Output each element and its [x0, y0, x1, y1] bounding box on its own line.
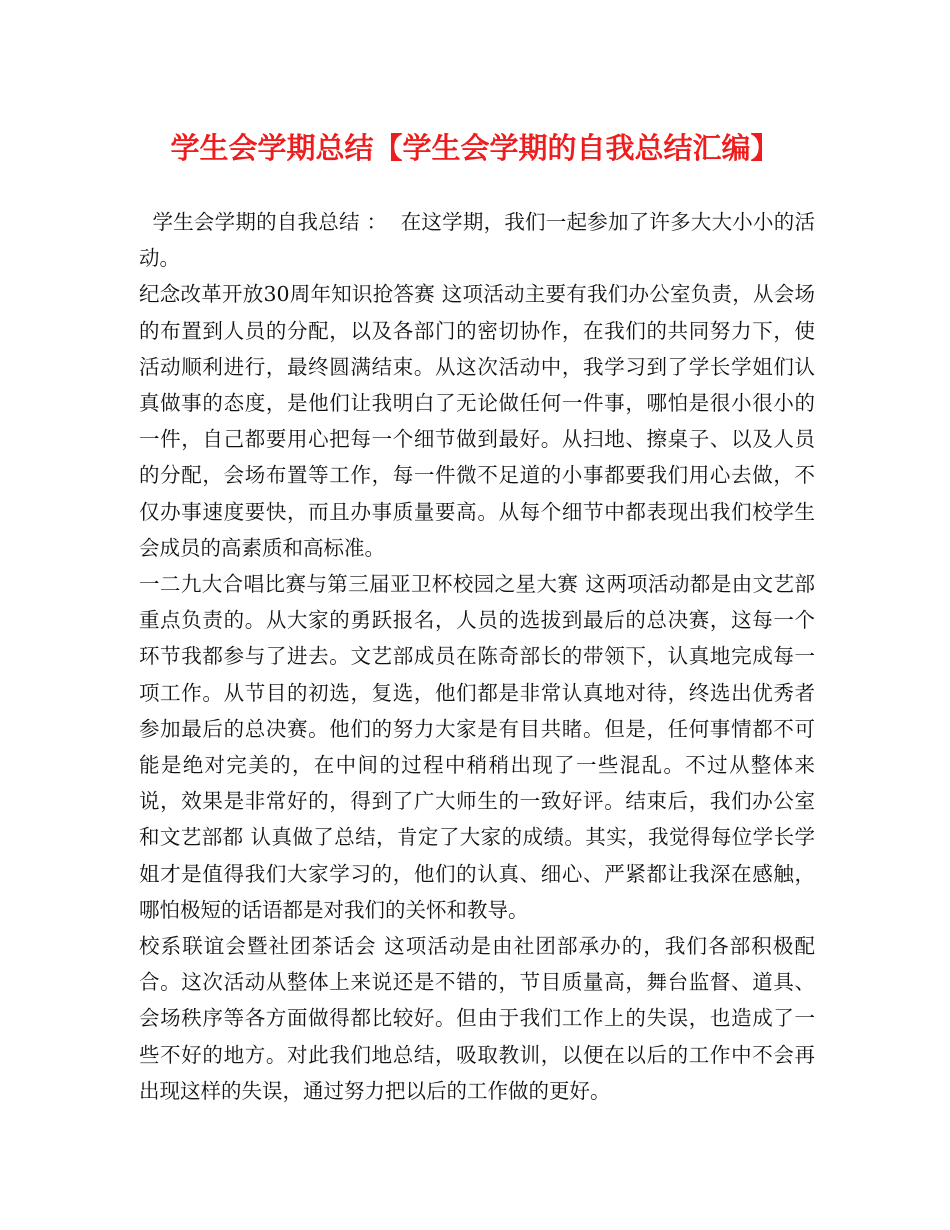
paragraph-intro: 学生会学期的自我总结 ： 在这学期，我们一起参加了许多大大小小的活动。	[139, 210, 815, 271]
document-title: 学生会学期总结【学生会学期的自我总结汇编】	[170, 131, 780, 165]
paragraph-quiz-contest: 纪念改革开放30周年知识抢答赛 这项活动主要有我们办公室负责，从会场的布置到人员的分配，以及各部门的密切协作，在我们的共同努力下，使活动顺利进行，最终圆满结束。从这次活动中，我学习到了学长学姐们认真做事的态度，是他们让我明白了无论做任何一件事，哪怕是很小很小的一件，自己都要用心把每一个细节做到最好。从扫地、擦桌子、以及人员的分配，会场布置等工作，每一件微不足道的小事都要我们用心去做，不仅办事速度要快，而且办事质量要高。从每个细节中都表现出我们校学生会成员的高素质和高标准。	[139, 282, 815, 560]
document-body	[139, 204, 815, 1109]
paragraph-chorus-contest: 一二九大合唱比赛与第三届亚卫杯校园之星大赛 这两项活动都是由文艺部重点负责的。从大家的勇跃报名，人员的选拔到最后的总决赛，这每一个环节我都参与了进去。文艺部成员在陈奇部长的带领下，认真地完成每一项工作。从节目的初选，复选，他们都是非常认真地对待，终选出优秀者参加最后的总决赛。他们的努力大家是有目共睹。但是，任何事情都不可能是绝对完美的，在中间的过程中稍稍出现了一些混乱。不过从整体来说，效果是非常好的，得到了广大师生的一致好评。结束后，我们办公室和文艺部都 认真做了总结，肯定了大家的成绩。其实，我觉得每位学长学姐才是值得我们大家学习的，他们的认真、细心、严紧都让我深在感触，哪怕极短的话语都是对我们的关怀和教导。	[139, 572, 815, 922]
paragraph-club-tea-party: 校系联谊会暨社团茶话会 这项活动是由社团部承办的，我们各部积极配合。这次活动从整体上来说还是不错的，节目质量高，舞台监督、道具、会场秩序等各方面做得都比较好。但由于我们工作上的失误，也造成了一些不好的地方。对此我们地总结，吸取教训，以便在以后的工作中不会再出现这样的失误，通过努力把以后的工作做的更好。	[139, 934, 815, 1103]
